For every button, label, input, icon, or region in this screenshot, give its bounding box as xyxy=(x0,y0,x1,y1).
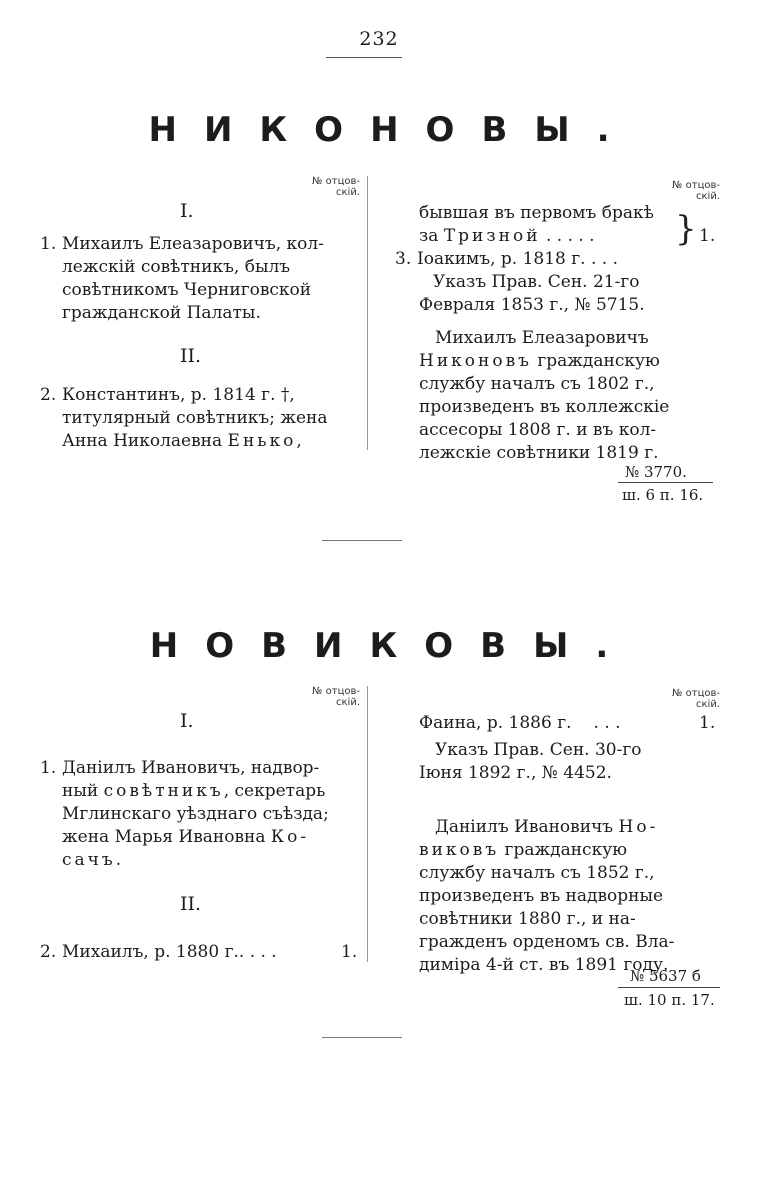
person-entry-faina: Фаина, р. 1886 г. . . . xyxy=(419,713,621,733)
generation-2-heading-2: II. xyxy=(180,893,202,915)
column-label-right-1: № отцов- скій. xyxy=(672,180,720,202)
column-label-left-1: № отцов- скій. xyxy=(312,176,360,198)
person-3-entry: 3. Іоакимъ, р. 1818 г. . . . xyxy=(395,249,618,269)
person-2-entry-2: 2. Михаилъ, р. 1880 г.. . . . xyxy=(40,942,277,962)
section-separator-1 xyxy=(322,540,402,541)
family-title-nikonovy: НИКОНОВЫ. xyxy=(148,110,637,150)
column-label-right-2: № отцов- скій. xyxy=(672,688,720,710)
shelf-mark-1: ш. 6 п. 16. xyxy=(622,486,704,504)
person-1-entry: 1. Михаилъ Елеазаровичъ, кол- лежскій совѣтникъ, былъ совѣтникомъ Черниговской гражданской Палаты. xyxy=(40,234,324,323)
service-note-2: Даніилъ Ивановичъ Но- виковъ гражданскую службу началъ съ 1852 г., произведенъ въ надворные совѣтники 1880 г., и на- гражденъ орденомъ св. Вла- диміра 4-й ст. въ 1891 году. xyxy=(419,817,675,975)
shelf-rule-2 xyxy=(618,987,720,988)
service-note-1: Михаилъ Елеазаровичъ Никоновъ гражданскую службу началъ съ 1802 г., произведенъ въ коллежскіе ассесоры 1808 г. и въ кол- лежскіе совѣтники 1819 г. xyxy=(419,328,670,463)
person-2-ref-2: 1. xyxy=(341,942,358,962)
person-1-entry-2: 1. Даніилъ Ивановичъ, надвор- ный совѣтникъ, секретарь Мглинскаго уѣзднаго съѣзда; жена Марья Ивановна Ко- сачъ. xyxy=(40,758,329,870)
column-divider-2 xyxy=(367,686,368,962)
bracket-brace: } xyxy=(675,209,697,249)
spouse-continuation: бывшая въ первомъ бракѣ за Тризной . . . . . xyxy=(419,203,654,246)
section-separator-2 xyxy=(322,1037,402,1038)
page-number: 232 xyxy=(359,28,399,50)
family-title-novikovy: НОВИКОВЫ. xyxy=(149,626,636,666)
page-number-rule xyxy=(326,57,402,58)
decree-2: Указъ Прав. Сен. 30-го Іюня 1892 г., № 4452. xyxy=(419,740,642,783)
person-2-entry: 2. Константинъ, р. 1814 г. †, титулярный совѣтникъ; жена Анна Николаевна Енько, xyxy=(40,385,328,451)
document-number-2: № 5637 б xyxy=(630,967,701,985)
generation-1-heading-2: I. xyxy=(180,710,194,732)
column-divider-1 xyxy=(367,176,368,450)
person-ref-faina: 1. xyxy=(699,713,716,733)
column-label-left-2: № отцов- скій. xyxy=(312,686,360,708)
document-number-1: № 3770. xyxy=(625,463,687,481)
shelf-rule-1 xyxy=(618,482,713,483)
shelf-mark-2: ш. 10 п. 17. xyxy=(624,991,715,1009)
generation-1-heading: I. xyxy=(180,200,194,222)
decree-1: Указъ Прав. Сен. 21-го Февраля 1853 г., № 5715. xyxy=(419,272,645,315)
person-3-ref: 1. xyxy=(699,226,716,246)
generation-2-heading: II. xyxy=(180,345,202,367)
